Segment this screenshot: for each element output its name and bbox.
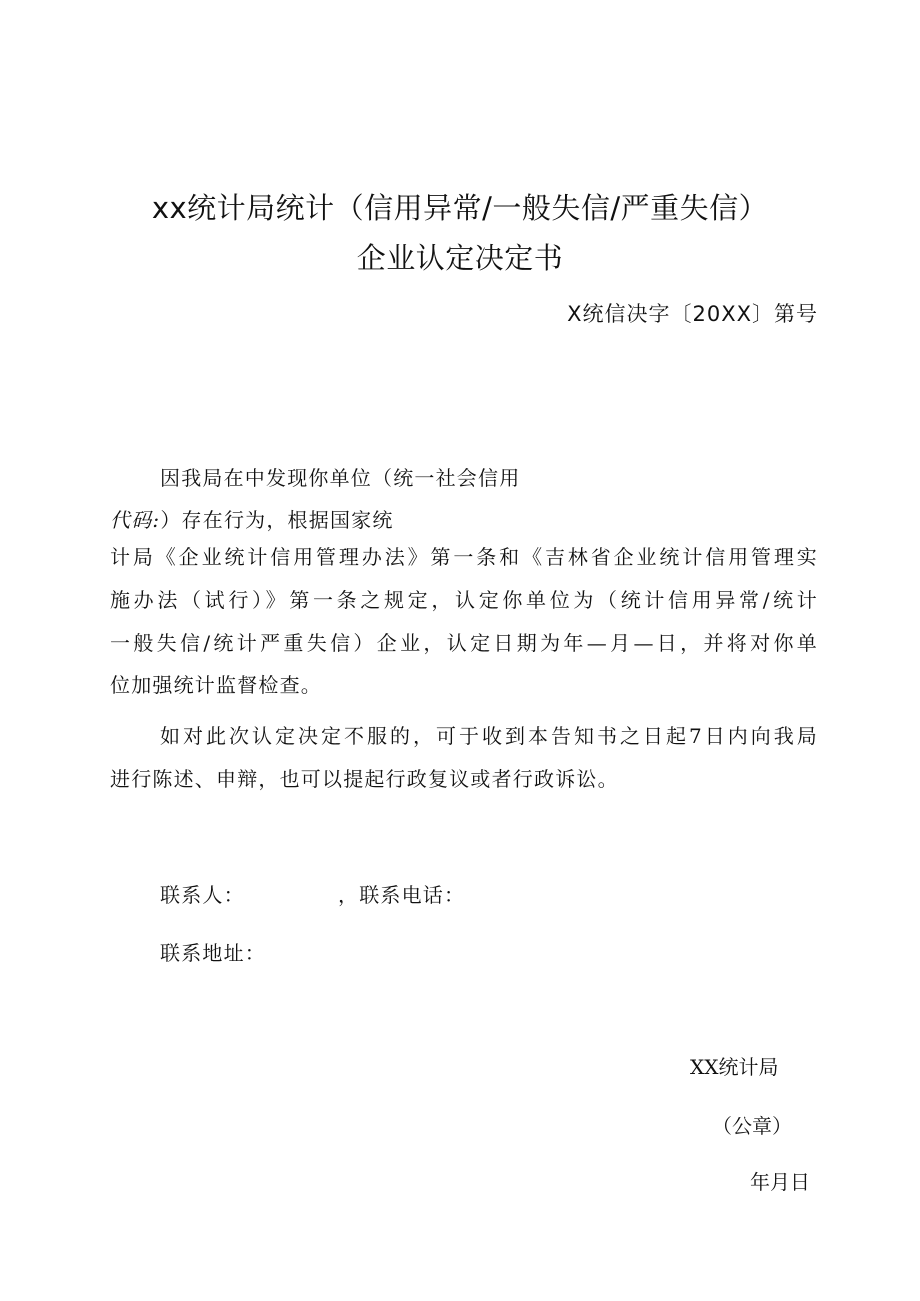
paragraph-1-line-6: 位加强统计监督检查。 [110,673,322,697]
document-title-line-1: xx统计局统计（信用异常/一般失信/严重失信） [151,191,769,225]
paragraph-1-line-1: 因我局在中发现你单位（统一社会信用 [160,466,521,490]
issuer-name: XX统计局 [690,1055,779,1079]
paragraph-1-line-2-text: ）存在行为，根据国家统 [160,508,394,532]
paragraph-1-line-2 [110,504,394,533]
paragraph-2-line-1: 如对此次认定决定不服的，可于收到本告知书之日起7日内向我局 [160,724,818,748]
official-seal-label: （公章） [712,1114,792,1138]
paragraph-1-line-3: 计局《企业统计信用管理办法》第一条和《吉林省企业统计信用管理实 [110,545,818,569]
contact-address-label: 联系地址： [160,941,266,965]
paragraph-1-line-5: 一般失信/统计严重失信）企业，认定日期为年—月—日，并将对你单 [110,631,818,655]
contact-phone-label: ，联系电话： [338,883,466,907]
document-title-line-2: 企业认定决定书 [356,241,564,275]
credit-code-label: 代码: [110,508,161,532]
issue-date: 年月日 [750,1170,810,1194]
paragraph-2-line-2: 进行陈述、申辩，也可以提起行政复议或者行政诉讼。 [110,767,619,791]
contact-person-label: 联系人： [160,883,245,907]
document-number: X统信决字〔20XX〕第号 [567,302,818,326]
paragraph-1-line-4: 施办法（试行）》第一条之规定，认定你单位为（统计信用异常/统计 [110,588,818,612]
